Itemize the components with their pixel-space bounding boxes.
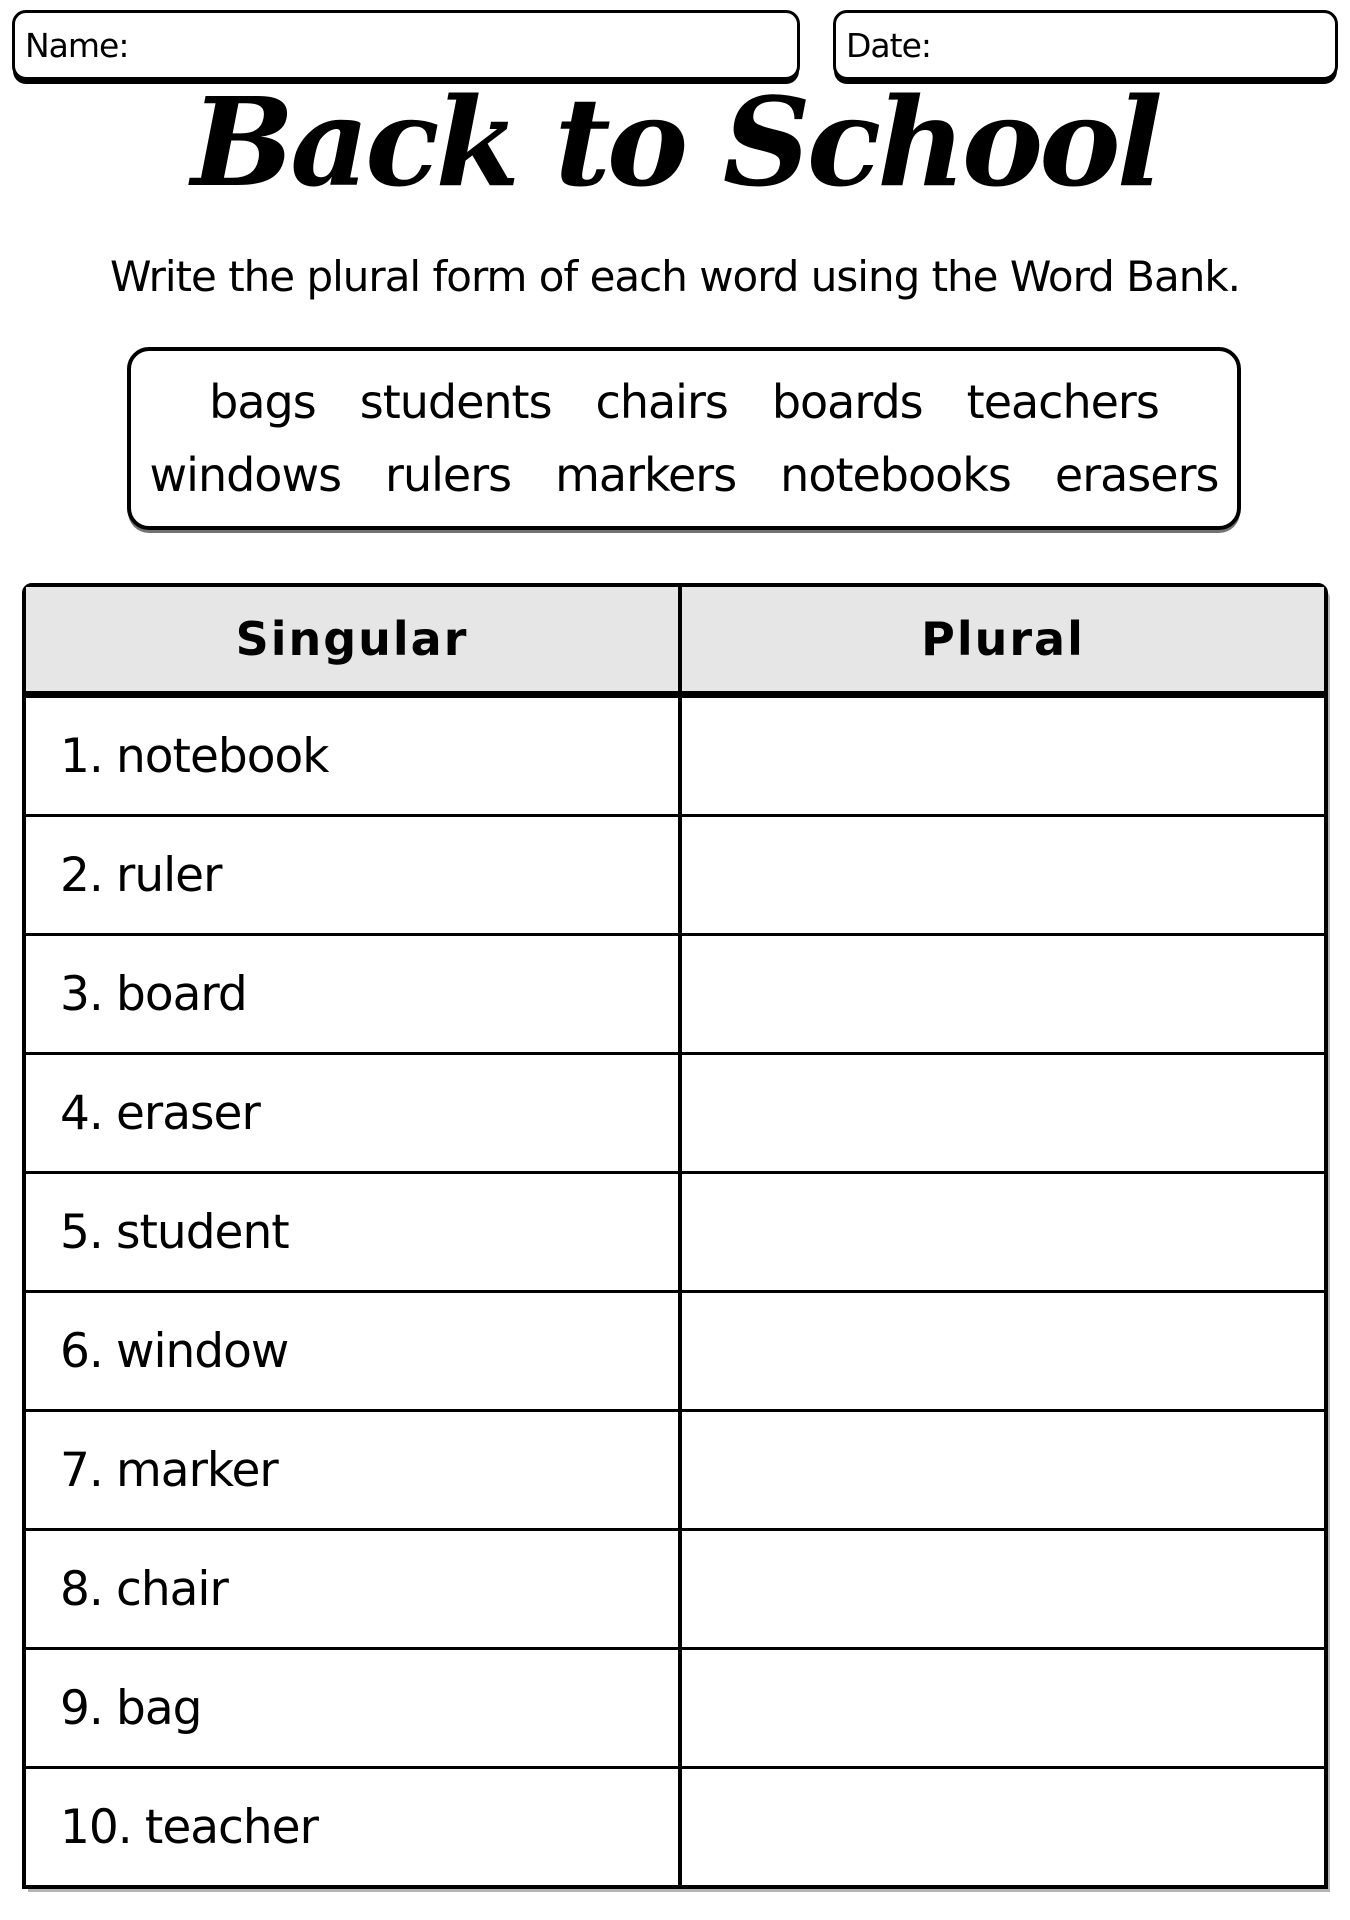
row-number: 10. (60, 1799, 132, 1855)
plural-answer-cell[interactable] (678, 817, 1324, 933)
singular-word: ruler (116, 847, 222, 903)
singular-word: notebook (116, 728, 329, 784)
singular-cell (26, 1769, 678, 1885)
singular-word: board (116, 966, 247, 1022)
table-row (26, 1528, 1324, 1647)
table-row (26, 1766, 1324, 1885)
word-bank-word: erasers (1054, 447, 1219, 502)
row-number: 6. (60, 1323, 103, 1379)
singular-word: teacher (144, 1799, 318, 1855)
row-number: 4. (60, 1085, 103, 1141)
word-bank-line-1 (141, 375, 1227, 429)
table-row (26, 1171, 1324, 1290)
table-row (26, 695, 1324, 814)
plural-answer-cell[interactable] (678, 1174, 1324, 1290)
singular-cell (26, 1055, 678, 1171)
row-number: 9. (60, 1680, 103, 1736)
word-bank-word: teachers (966, 375, 1159, 430)
row-number: 2. (60, 847, 103, 903)
date-label: Date: (846, 25, 931, 65)
plural-answer-cell[interactable] (678, 1293, 1324, 1409)
plural-answer-cell[interactable] (678, 1412, 1324, 1528)
date-input[interactable] (931, 13, 1335, 77)
table-row (26, 1409, 1324, 1528)
singular-word: marker (116, 1442, 278, 1498)
instruction-text: Write the plural form of each word using the Word Bank. (109, 252, 1241, 301)
singular-word: chair (116, 1561, 228, 1617)
plural-answer-cell[interactable] (678, 1650, 1324, 1766)
plural-answer-cell[interactable] (678, 698, 1324, 814)
plural-answer-cell[interactable] (678, 1531, 1324, 1647)
word-bank-word: bags (209, 375, 316, 430)
word-bank-word: rulers (385, 447, 512, 502)
singular-cell (26, 817, 678, 933)
table-header-row (26, 587, 1324, 695)
singular-cell (26, 1412, 678, 1528)
singular-cell (26, 698, 678, 814)
word-bank-word: chairs (595, 375, 728, 430)
page-title: Back to School (191, 70, 1159, 214)
singular-plural-table (22, 583, 1328, 1889)
singular-word: window (116, 1323, 289, 1379)
word-bank-word: notebooks (780, 447, 1011, 502)
singular-cell (26, 1650, 678, 1766)
singular-cell (26, 1174, 678, 1290)
singular-word: student (116, 1204, 289, 1260)
table-row (26, 814, 1324, 933)
table-row (26, 933, 1324, 1052)
singular-cell (26, 936, 678, 1052)
word-bank-word: students (359, 375, 552, 430)
plural-answer-cell[interactable] (678, 1769, 1324, 1885)
table-row (26, 1052, 1324, 1171)
word-bank-word: boards (771, 375, 923, 430)
plural-answer-cell[interactable] (678, 1055, 1324, 1171)
table-row (26, 1647, 1324, 1766)
singular-column-header: Singular (235, 612, 469, 666)
row-number: 8. (60, 1561, 103, 1617)
row-number: 3. (60, 966, 103, 1022)
plural-column-header: Plural (678, 587, 1324, 691)
singular-word: eraser (116, 1085, 260, 1141)
singular-cell (26, 1531, 678, 1647)
singular-cell (26, 1293, 678, 1409)
word-bank (127, 347, 1241, 530)
row-number: 7. (60, 1442, 103, 1498)
plural-answer-cell[interactable] (678, 936, 1324, 1052)
table-row (26, 1290, 1324, 1409)
word-bank-line-2 (141, 448, 1227, 502)
word-bank-word: windows (149, 447, 342, 502)
row-number: 5. (60, 1204, 103, 1260)
name-label: Name: (25, 25, 129, 65)
row-number: 1. (60, 728, 103, 784)
singular-word: bag (116, 1680, 202, 1736)
word-bank-word: markers (555, 447, 737, 502)
name-input[interactable] (128, 13, 797, 77)
